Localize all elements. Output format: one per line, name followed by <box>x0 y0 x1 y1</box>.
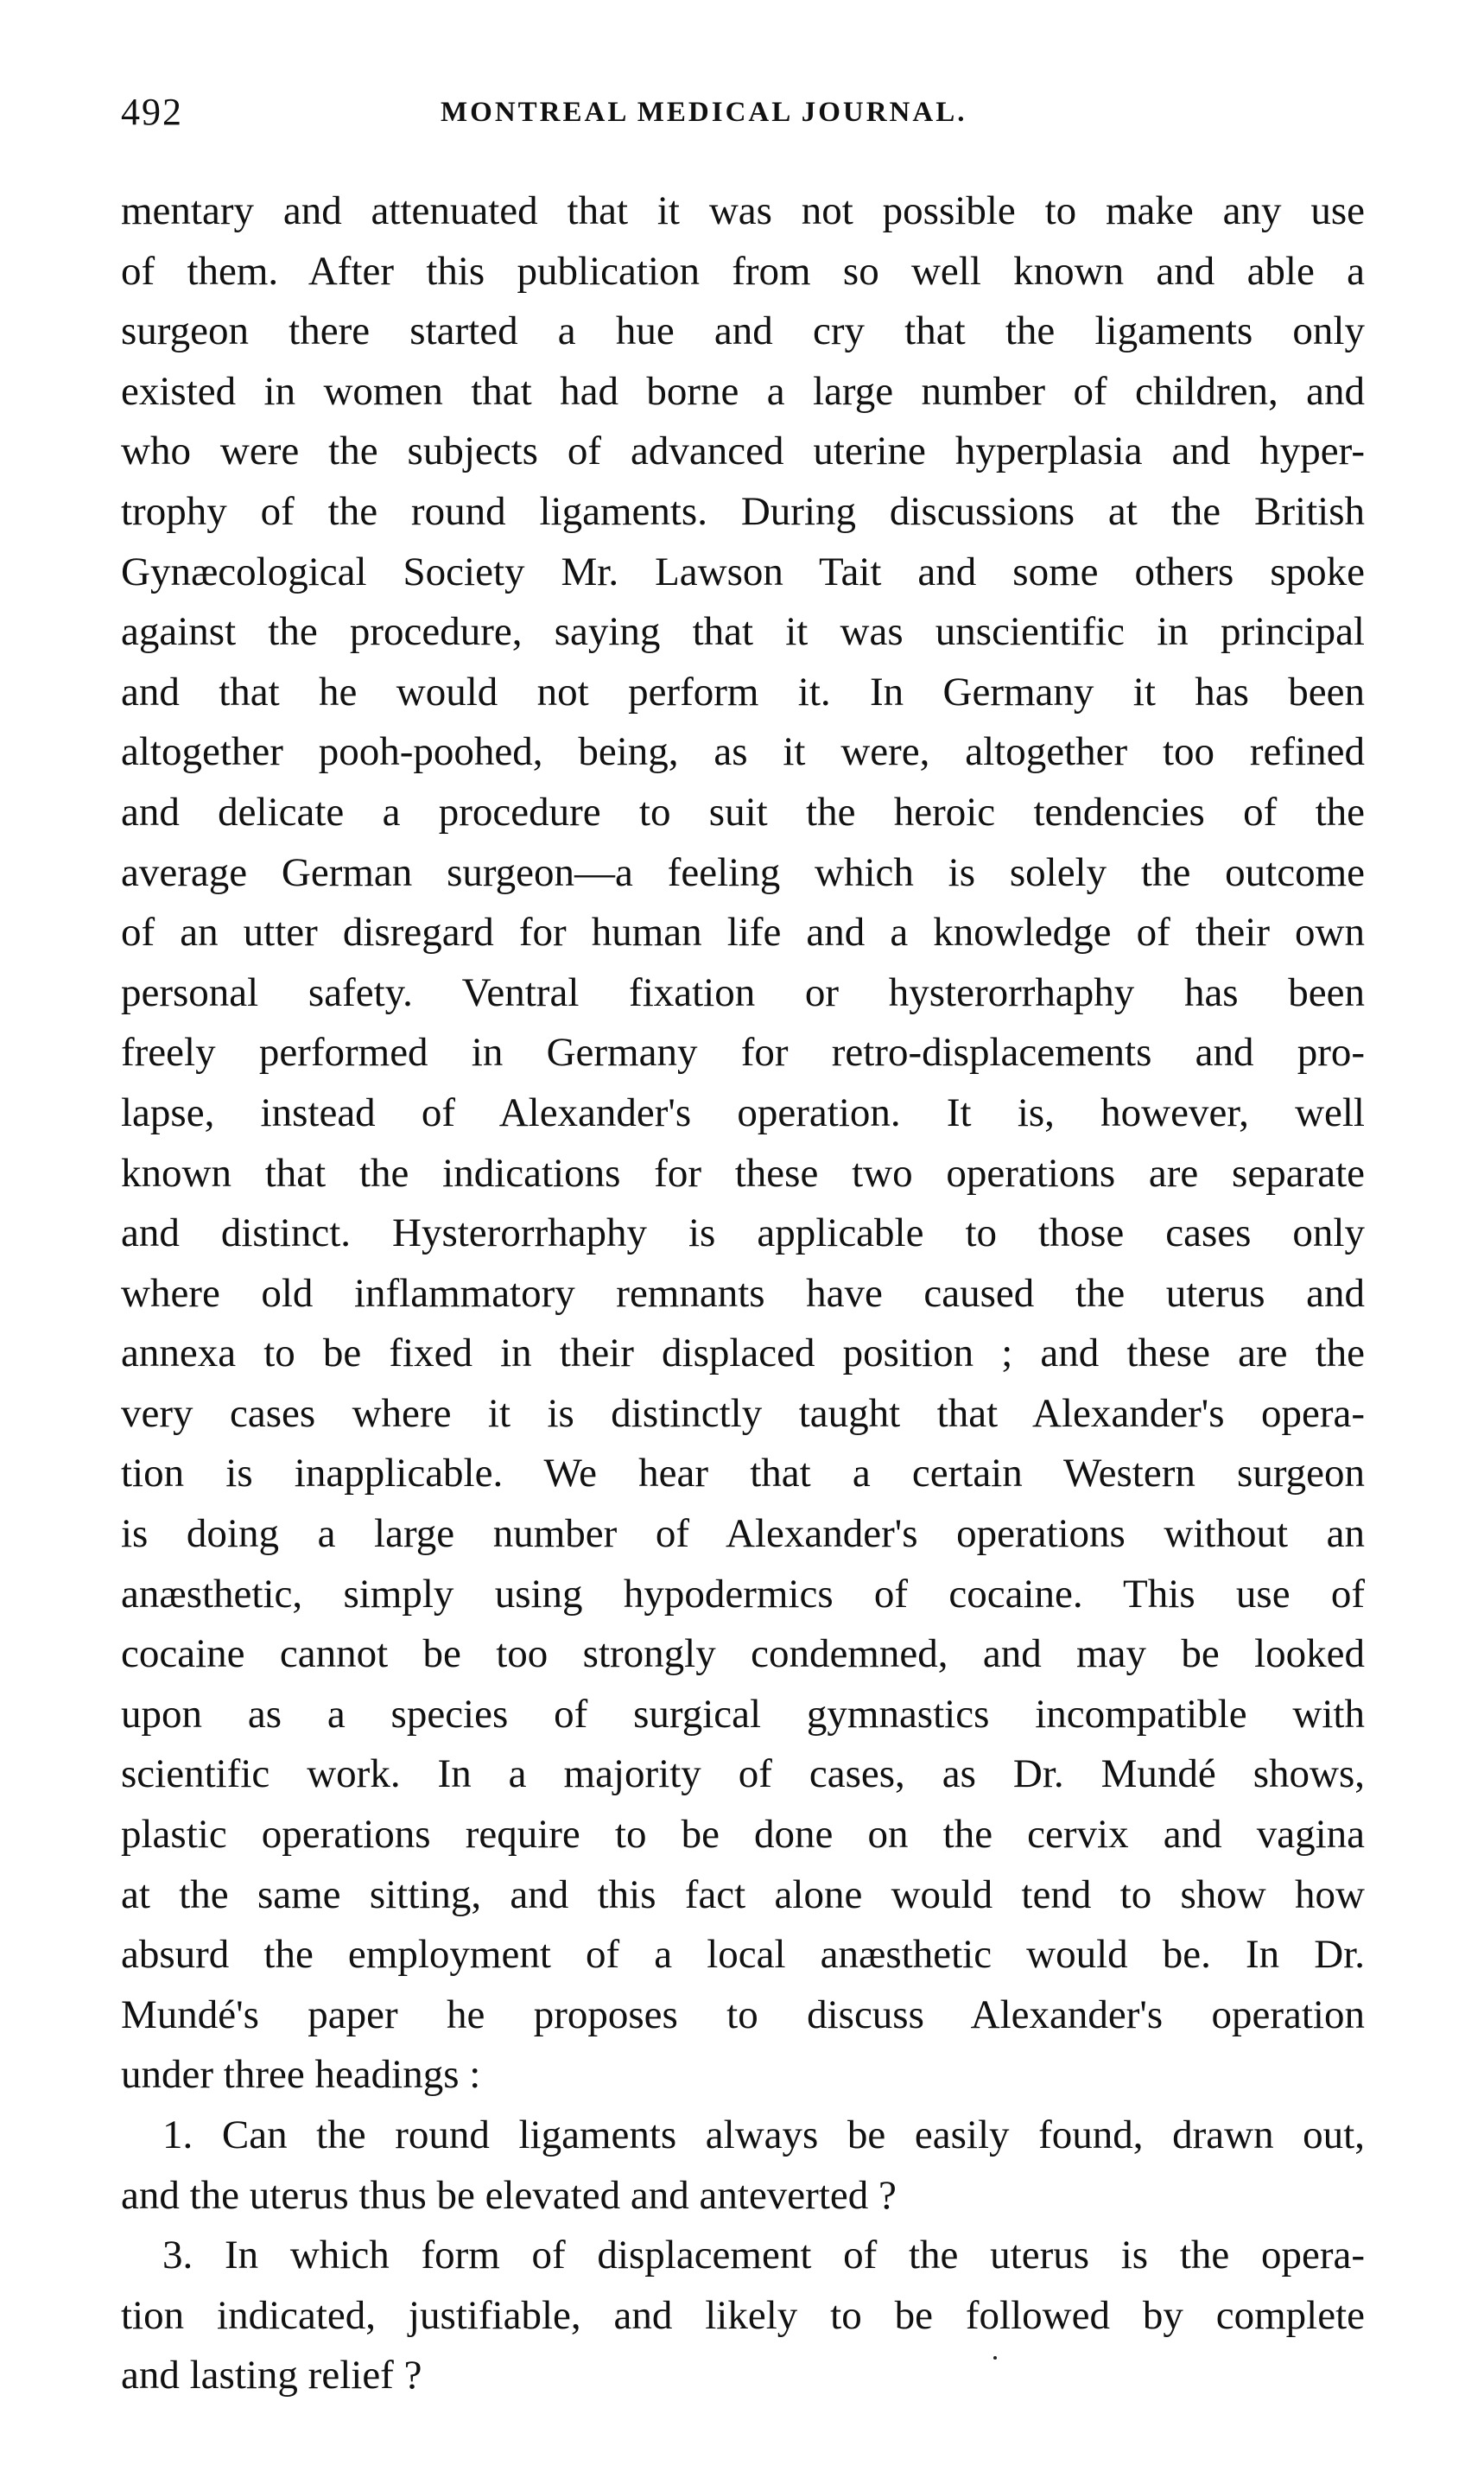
text-line: of an utter disregard for human life and a knowledge of their own <box>121 910 1365 956</box>
text-line: average German surgeon—a feeling which is solely the outcome <box>121 849 1365 895</box>
text-line: and that he would not perform it. In Germany it has been <box>121 669 1365 715</box>
text-line: trophy of the round ligaments. During discussions at the British <box>121 488 1365 534</box>
text-line: mentary and attenuated that it was not possible to make any use <box>121 188 1365 233</box>
text-line: annexa to be fixed in their displaced position ; and these are the <box>121 1331 1365 1376</box>
text-line: lapse, instead of Alexander's operation. It is, however, well <box>121 1090 1365 1135</box>
text-line: upon as a species of surgical gymnastics incompatible with <box>121 1691 1365 1737</box>
text-line: Gynæcological Society Mr. Lawson Tait and some others spoke <box>121 549 1365 594</box>
text-line: where old inflammatory remnants have caused the uterus and <box>121 1270 1365 1316</box>
text-line: at the same sitting, and this fact alone would tend to show how <box>121 1871 1365 1917</box>
text-line: personal safety. Ventral fixation or hysterorrhaphy has been <box>121 969 1365 1015</box>
text-line: existed in women that had borne a large number of children, and <box>121 368 1365 414</box>
question-continuation: tion indicated, justifiable, and likely to be followed by complete <box>121 2292 1365 2338</box>
text-line: and distinct. Hysterorrhaphy is applicable to those cases only <box>121 1210 1365 1256</box>
body-text <box>121 181 1365 2406</box>
text-line: under three headings : <box>121 2052 481 2098</box>
text-line: anæsthetic, simply using hypodermics of cocaine. This use of <box>121 1571 1365 1617</box>
question-item: 1. Can the round ligaments always be easily found, drawn out, <box>162 2112 1365 2157</box>
question-item: 3. In which form of displacement of the uterus is the opera- <box>162 2233 1365 2278</box>
text-line: known that the indications for these two operations are separate <box>121 1150 1365 1196</box>
text-line: altogether pooh-poohed, being, as it were, altogether too refined <box>121 729 1365 775</box>
text-line: cocaine cannot be too strongly condemned, and may be looked <box>121 1631 1365 1677</box>
text-line: Mundé's paper he proposes to discuss Alexander's operation <box>121 1992 1365 2037</box>
text-line: against the procedure, saying that it was unscientific in principal <box>121 609 1365 655</box>
page-number: 492 <box>121 91 183 133</box>
text-line: surgeon there started a hue and cry that the ligaments only <box>121 308 1365 354</box>
journal-title: MONTREAL MEDICAL JOURNAL. <box>441 97 967 128</box>
text-line: who were the subjects of advanced uterine hyperplasia and hyper- <box>121 429 1365 474</box>
question-continuation: and the uterus thus be elevated and anteverted ? <box>121 2172 897 2218</box>
text-line: plastic operations require to be done on the cervix and vagina <box>121 1812 1365 1858</box>
text-line: and delicate a procedure to suit the heroic tendencies of the <box>121 789 1365 835</box>
text-line: absurd the employment of a local anæsthetic would be. In Dr. <box>121 1932 1365 1978</box>
text-line: of them. After this publication from so well known and able a <box>121 248 1365 294</box>
ink-speck <box>993 2356 997 2360</box>
text-line: tion is inapplicable. We hear that a certain Western surgeon <box>121 1451 1365 1496</box>
text-line: is doing a large number of Alexander's operations without an <box>121 1511 1365 1557</box>
text-line: freely performed in Germany for retro-displacements and pro- <box>121 1030 1365 1076</box>
running-head <box>121 86 1365 138</box>
question-continuation: and lasting relief ? <box>121 2353 422 2398</box>
text-line: scientific work. In a majority of cases, as Dr. Mundé shows, <box>121 1751 1365 1797</box>
text-line: very cases where it is distinctly taught that Alexander's opera- <box>121 1390 1365 1436</box>
